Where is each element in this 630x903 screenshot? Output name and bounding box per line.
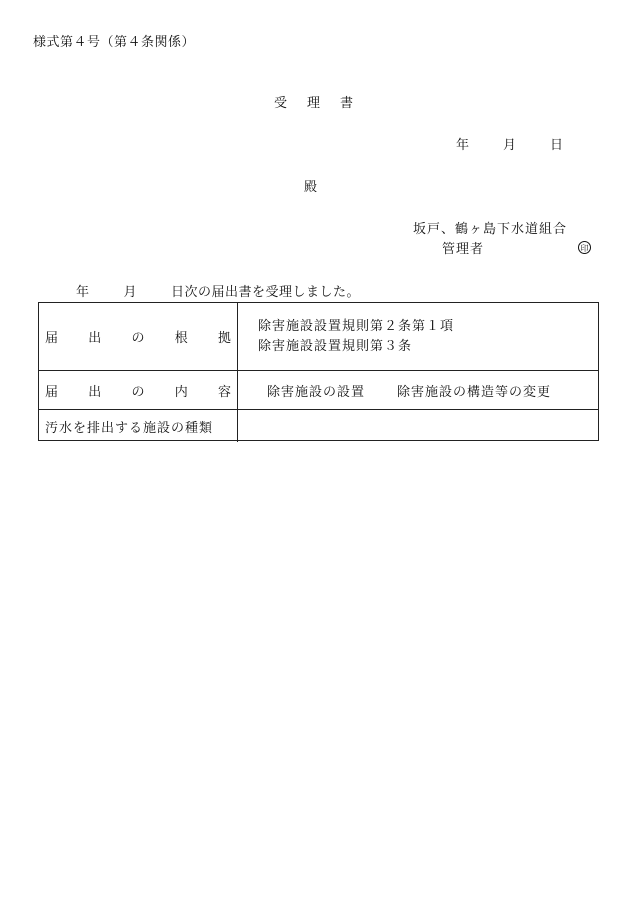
- header-char: 出: [88, 331, 102, 346]
- basis-value-2: 除害施設設置規則第３条: [258, 338, 413, 354]
- header-char: 届: [45, 331, 59, 346]
- form-number: 様式第４号（第４条関係）: [33, 35, 196, 50]
- row-header-content: [45, 371, 231, 409]
- table-row: [39, 410, 598, 442]
- title-char: 書: [340, 96, 354, 111]
- header-char: の: [131, 331, 145, 346]
- statement-month-label: 月: [123, 285, 138, 300]
- column-divider: [237, 303, 238, 370]
- content-option-structure-change: 除害施設の構造等の変更: [397, 384, 552, 400]
- header-char: 根: [174, 331, 188, 346]
- issuer-organization: 坂戸、鶴ヶ島下水道組合: [413, 222, 568, 237]
- issuer-role: 管理者: [442, 242, 485, 257]
- date-year-label: 年: [456, 138, 470, 153]
- header-char: 拠: [217, 331, 231, 346]
- table-row: [39, 371, 598, 410]
- basis-values: [258, 303, 454, 370]
- seal-icon: 印: [578, 241, 591, 254]
- table-row: [39, 303, 598, 371]
- date-month-label: 月: [503, 138, 517, 153]
- date-line: [456, 138, 563, 154]
- receipt-statement: [76, 285, 360, 301]
- document-title: [274, 96, 353, 112]
- column-divider: [237, 371, 238, 409]
- column-divider: [237, 410, 238, 442]
- notice-table: [38, 302, 599, 441]
- title-char: 受: [274, 96, 288, 111]
- header-char: の: [131, 384, 145, 400]
- header-char: 出: [88, 384, 102, 400]
- date-day-label: 日: [550, 138, 564, 153]
- statement-year-label: 年: [76, 285, 90, 300]
- content-options: [267, 371, 551, 409]
- basis-value-1: 除害施設設置規則第２条第１項: [258, 318, 455, 334]
- header-char: 容: [217, 384, 231, 400]
- row-header-basis: [45, 303, 231, 370]
- row-header-facility-type: 汚水を排出する施設の種類: [45, 420, 214, 436]
- title-char: 理: [307, 96, 321, 111]
- header-char: 内: [174, 384, 188, 400]
- statement-text: 日次の届出書を受理しました。: [171, 285, 361, 300]
- content-option-installation: 除害施設の設置: [267, 384, 366, 400]
- header-char: 届: [45, 384, 59, 400]
- addressee-suffix: 殿: [304, 180, 318, 195]
